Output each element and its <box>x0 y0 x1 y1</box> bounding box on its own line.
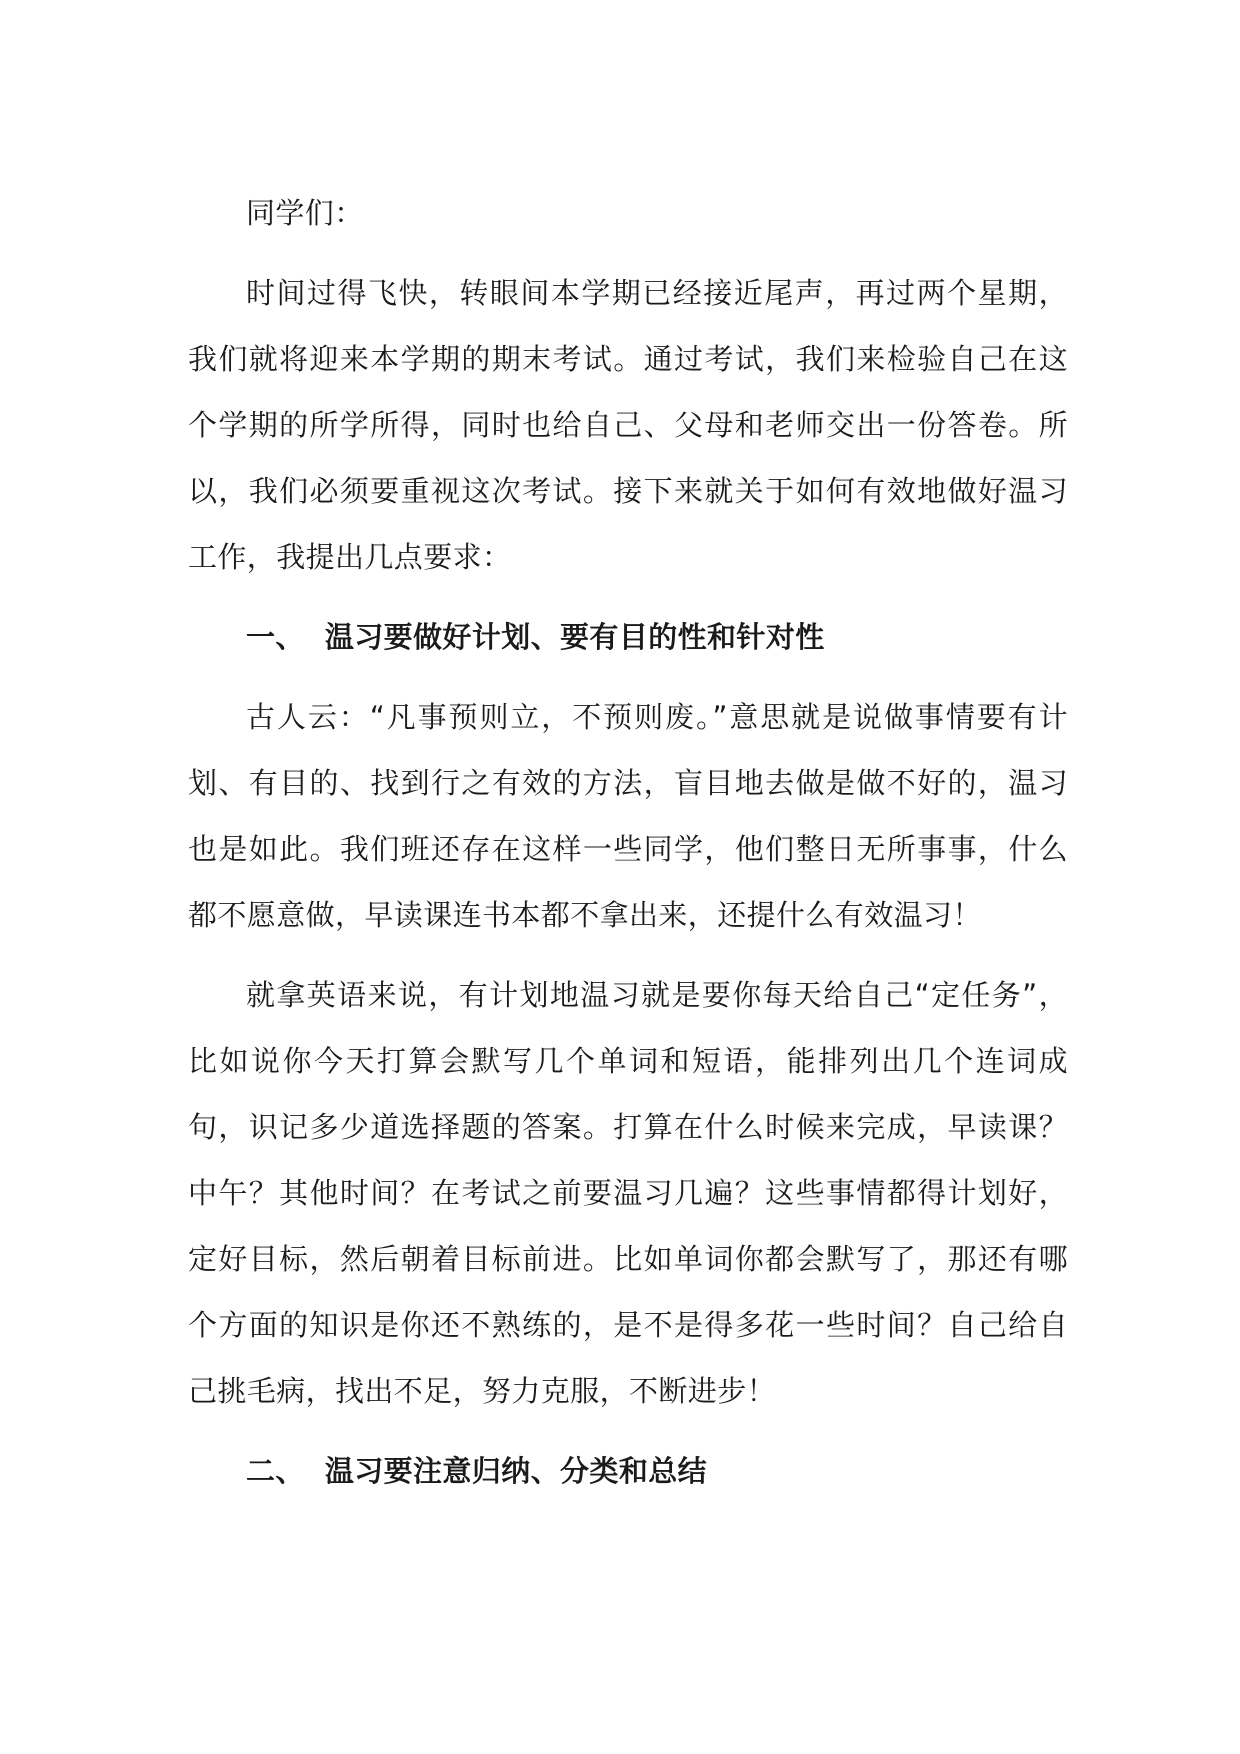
section1-paragraph-2: 就拿英语来说，有计划地温习就是要你每天给自己“定任务”，比如说你今天打算会默写几个单词和短语，能排列出几个连词成句，识记多少道选择题的答案。打算在什么时候来完成，早读课？中午？其他时间？在考试之前要温习几遍？这些事情都得计划好，定好目标，然后朝着目标前进。比如单词你都会默写了，那还有哪个方面的知识是你还不熟练的，是不是得多花一些时间？自己给自己挑毛病，找出不足，努力克服，不断进步！ <box>188 978 1068 1408</box>
section-number-1: 一、 <box>246 620 305 654</box>
section1-paragraph-1: 古人云：“凡事预则立，不预则废。”意思就是说做事情要有计划、有目的、找到行之有效的方法，盲目地去做是做不好的，温习也是如此。我们班还存在这样一些同学，他们整日无所事事，什么都不愿意做，早读课连书本都不拿出来，还提什么有效温习！ <box>188 700 1068 932</box>
document-body <box>188 180 1068 1518</box>
intro-paragraph: 时间过得飞快，转眼间本学期已经接近尾声，再过两个星期，我们就将迎来本学期的期末考试。通过考试，我们来检验自己在这个学期的所学所得，同时也给自己、父母和老师交出一份答卷。所以，我们必须要重视这次考试。接下来就关于如何有效地做好温习工作，我提出几点要求： <box>188 276 1068 574</box>
section-heading-2 <box>188 1438 1068 1504</box>
section-title-1: 温习要做好计划、要有目的性和针对性 <box>324 620 825 654</box>
section-heading-1 <box>188 604 1068 670</box>
section-title-2: 温习要注意归纳、分类和总结 <box>324 1454 708 1488</box>
section-number-2: 二、 <box>246 1454 305 1488</box>
greeting: 同学们： <box>246 196 364 230</box>
